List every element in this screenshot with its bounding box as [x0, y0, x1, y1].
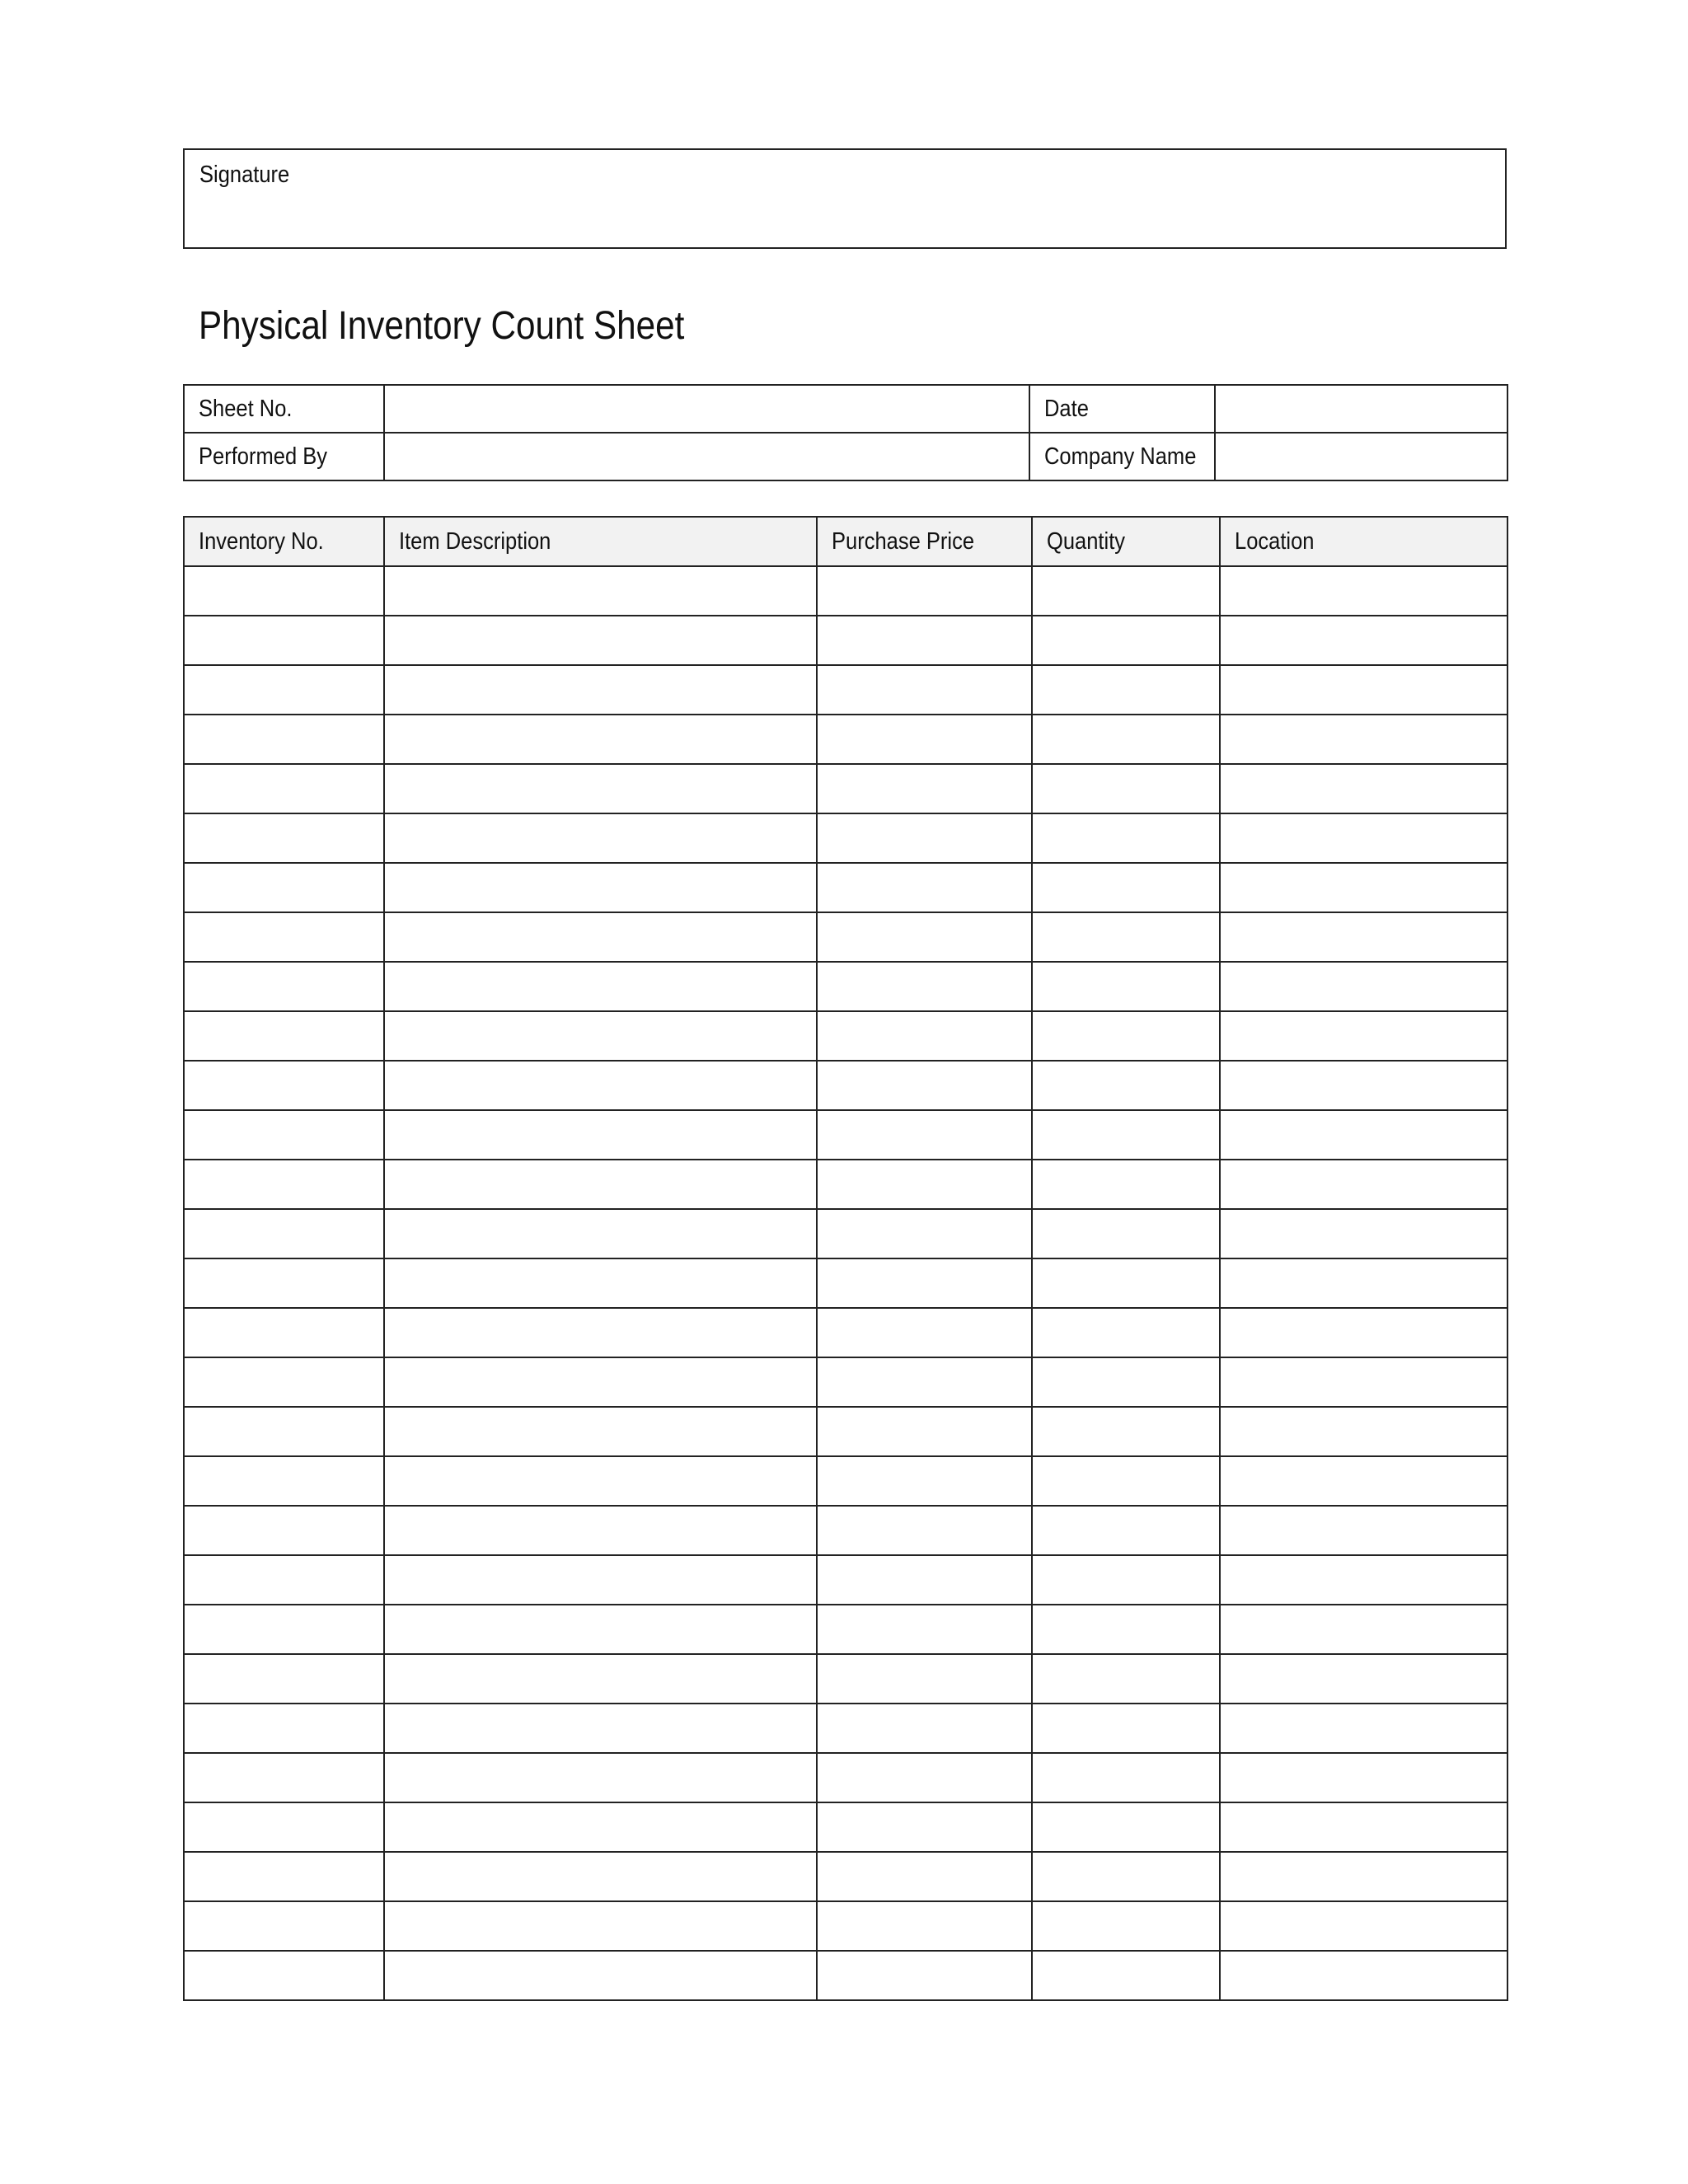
inventory-no-cell[interactable] [184, 1209, 384, 1258]
table-row [184, 616, 1507, 665]
purchase-price-cell[interactable] [817, 665, 1032, 715]
inventory-no-cell[interactable] [184, 1605, 384, 1654]
inventory-no-cell[interactable] [184, 1951, 384, 2000]
table-row [184, 863, 1507, 912]
inventory-no-cell[interactable] [184, 1308, 384, 1357]
item-description-cell[interactable] [384, 1802, 817, 1852]
table-row [184, 1654, 1507, 1704]
purchase-price-cell[interactable] [817, 1061, 1032, 1110]
quantity-cell[interactable] [1032, 616, 1220, 665]
item-description-cell[interactable] [384, 1407, 817, 1456]
location-cell[interactable] [1220, 912, 1507, 962]
purchase-price-cell[interactable] [817, 813, 1032, 863]
table-row [184, 1407, 1507, 1456]
inventory-body [184, 566, 1507, 2000]
table-row [184, 962, 1507, 1011]
sheet-no-field[interactable] [384, 385, 1029, 433]
location-cell[interactable] [1220, 1951, 1507, 2000]
quantity-cell[interactable] [1032, 1506, 1220, 1555]
item-description-cell[interactable] [384, 1456, 817, 1506]
inventory-no-cell[interactable] [184, 1802, 384, 1852]
location-cell[interactable] [1220, 1209, 1507, 1258]
inventory-no-cell[interactable] [184, 715, 384, 764]
date-field[interactable] [1215, 385, 1507, 433]
item-description-cell[interactable] [384, 1852, 817, 1901]
item-description-cell[interactable] [384, 813, 817, 863]
inventory-no-cell[interactable] [184, 566, 384, 616]
table-row [184, 715, 1507, 764]
inventory-no-cell[interactable] [184, 1753, 384, 1802]
item-description-cell[interactable] [384, 1357, 817, 1407]
inventory-no-cell[interactable] [184, 962, 384, 1011]
table-row [184, 1753, 1507, 1802]
purchase-price-cell[interactable] [817, 1506, 1032, 1555]
location-cell[interactable] [1220, 1407, 1507, 1456]
purchase-price-cell[interactable] [817, 863, 1032, 912]
inventory-no-cell[interactable] [184, 764, 384, 813]
location-cell[interactable] [1220, 1506, 1507, 1555]
location-cell[interactable] [1220, 1160, 1507, 1209]
location-cell[interactable] [1220, 1110, 1507, 1160]
table-row [184, 1110, 1507, 1160]
location-cell[interactable] [1220, 665, 1507, 715]
quantity-cell[interactable] [1032, 1901, 1220, 1951]
purchase-price-cell[interactable] [817, 1011, 1032, 1061]
column-header-quantity: Quantity [1032, 517, 1220, 566]
page-title: Physical Inventory Count Sheet [199, 304, 685, 348]
quantity-cell[interactable] [1032, 1951, 1220, 2000]
item-description-cell[interactable] [384, 962, 817, 1011]
quantity-cell[interactable] [1032, 1802, 1220, 1852]
inventory-no-cell[interactable] [184, 665, 384, 715]
inventory-no-cell[interactable] [184, 1555, 384, 1605]
purchase-price-cell[interactable] [817, 1407, 1032, 1456]
purchase-price-cell[interactable] [817, 1160, 1032, 1209]
location-cell[interactable] [1220, 764, 1507, 813]
location-cell[interactable] [1220, 616, 1507, 665]
purchase-price-cell[interactable] [817, 1802, 1032, 1852]
table-row [184, 1852, 1507, 1901]
purchase-price-cell[interactable] [817, 1704, 1032, 1753]
quantity-cell[interactable] [1032, 1753, 1220, 1802]
location-cell[interactable] [1220, 1753, 1507, 1802]
purchase-price-cell[interactable] [817, 1753, 1032, 1802]
table-row [184, 1555, 1507, 1605]
sheet-info-table [183, 384, 1508, 481]
table-row [184, 1357, 1507, 1407]
item-description-cell[interactable] [384, 1506, 817, 1555]
quantity-cell[interactable] [1032, 1209, 1220, 1258]
quantity-cell[interactable] [1032, 1110, 1220, 1160]
item-description-cell[interactable] [384, 665, 817, 715]
inventory-no-cell[interactable] [184, 1357, 384, 1407]
table-row [184, 1456, 1507, 1506]
table-row [184, 566, 1507, 616]
purchase-price-cell[interactable] [817, 1209, 1032, 1258]
sheet-no-label: Sheet No. [199, 395, 293, 422]
item-description-cell[interactable] [384, 1209, 817, 1258]
table-row [184, 1308, 1507, 1357]
quantity-cell[interactable] [1032, 863, 1220, 912]
item-description-cell[interactable] [384, 1951, 817, 2000]
quantity-cell[interactable] [1032, 715, 1220, 764]
location-cell[interactable] [1220, 813, 1507, 863]
table-row [184, 1160, 1507, 1209]
table-row [184, 665, 1507, 715]
quantity-cell[interactable] [1032, 1456, 1220, 1506]
quantity-cell[interactable] [1032, 1357, 1220, 1407]
quantity-cell[interactable] [1032, 1011, 1220, 1061]
table-row [184, 1011, 1507, 1061]
quantity-cell[interactable] [1032, 813, 1220, 863]
item-description-cell[interactable] [384, 1061, 817, 1110]
item-description-cell[interactable] [384, 1753, 817, 1802]
item-description-cell[interactable] [384, 863, 817, 912]
item-description-cell[interactable] [384, 764, 817, 813]
item-description-cell[interactable] [384, 1704, 817, 1753]
inventory-no-cell[interactable] [184, 1407, 384, 1456]
location-cell[interactable] [1220, 1704, 1507, 1753]
table-row [184, 1605, 1507, 1654]
quantity-cell[interactable] [1032, 1654, 1220, 1704]
location-cell[interactable] [1220, 1555, 1507, 1605]
location-cell[interactable] [1220, 566, 1507, 616]
date-label-cell [1029, 385, 1215, 433]
purchase-price-cell[interactable] [817, 1901, 1032, 1951]
location-cell[interactable] [1220, 1852, 1507, 1901]
purchase-price-cell[interactable] [817, 1308, 1032, 1357]
item-description-cell[interactable] [384, 566, 817, 616]
purchase-price-cell[interactable] [817, 1110, 1032, 1160]
inventory-no-cell[interactable] [184, 1654, 384, 1704]
inventory-header-row [184, 517, 1507, 566]
location-cell[interactable] [1220, 1308, 1507, 1357]
inventory-no-cell[interactable] [184, 1061, 384, 1110]
inventory-no-cell[interactable] [184, 1160, 384, 1209]
location-cell[interactable] [1220, 1061, 1507, 1110]
column-header-inventory-no: Inventory No. [184, 517, 384, 566]
quantity-cell[interactable] [1032, 962, 1220, 1011]
signature-box[interactable] [183, 148, 1507, 249]
sheet-no-label-cell [184, 385, 384, 433]
table-row [184, 912, 1507, 962]
item-description-cell[interactable] [384, 1258, 817, 1308]
quantity-cell[interactable] [1032, 764, 1220, 813]
inventory-no-cell[interactable] [184, 863, 384, 912]
table-row [184, 1704, 1507, 1753]
quantity-cell[interactable] [1032, 912, 1220, 962]
inventory-no-cell[interactable] [184, 1704, 384, 1753]
quantity-cell[interactable] [1032, 566, 1220, 616]
date-label: Date [1044, 395, 1089, 422]
purchase-price-cell[interactable] [817, 1555, 1032, 1605]
inventory-no-cell[interactable] [184, 912, 384, 962]
sheet-info-row [184, 433, 1507, 480]
purchase-price-cell[interactable] [817, 566, 1032, 616]
table-row [184, 1258, 1507, 1308]
quantity-cell[interactable] [1032, 1704, 1220, 1753]
purchase-price-cell[interactable] [817, 912, 1032, 962]
quantity-cell[interactable] [1032, 1407, 1220, 1456]
purchase-price-cell[interactable] [817, 715, 1032, 764]
inventory-no-cell[interactable] [184, 1506, 384, 1555]
item-description-cell[interactable] [384, 1110, 817, 1160]
item-description-cell[interactable] [384, 1308, 817, 1357]
location-cell[interactable] [1220, 863, 1507, 912]
purchase-price-cell[interactable] [817, 764, 1032, 813]
location-cell[interactable] [1220, 962, 1507, 1011]
table-row [184, 1951, 1507, 2000]
inventory-no-cell[interactable] [184, 1901, 384, 1951]
performed-by-label: Performed By [199, 443, 328, 470]
table-row [184, 1506, 1507, 1555]
inventory-no-cell[interactable] [184, 1456, 384, 1506]
quantity-cell[interactable] [1032, 665, 1220, 715]
inventory-no-cell[interactable] [184, 1852, 384, 1901]
item-description-cell[interactable] [384, 1901, 817, 1951]
item-description-cell[interactable] [384, 715, 817, 764]
location-cell[interactable] [1220, 1654, 1507, 1704]
table-row [184, 1209, 1507, 1258]
table-row [184, 1802, 1507, 1852]
quantity-cell[interactable] [1032, 1555, 1220, 1605]
item-description-cell[interactable] [384, 912, 817, 962]
item-description-cell[interactable] [384, 616, 817, 665]
location-cell[interactable] [1220, 1456, 1507, 1506]
quantity-cell[interactable] [1032, 1308, 1220, 1357]
inventory-no-cell[interactable] [184, 616, 384, 665]
purchase-price-cell[interactable] [817, 1258, 1032, 1308]
quantity-cell[interactable] [1032, 1061, 1220, 1110]
location-cell[interactable] [1220, 1258, 1507, 1308]
location-cell[interactable] [1220, 1605, 1507, 1654]
quantity-cell[interactable] [1032, 1160, 1220, 1209]
inventory-no-cell[interactable] [184, 813, 384, 863]
performed-by-label-cell [184, 433, 384, 480]
purchase-price-cell[interactable] [817, 1852, 1032, 1901]
table-row [184, 1901, 1507, 1951]
performed-by-field[interactable] [384, 433, 1029, 480]
column-header-location: Location [1220, 517, 1507, 566]
location-cell[interactable] [1220, 715, 1507, 764]
table-row [184, 813, 1507, 863]
location-cell[interactable] [1220, 1357, 1507, 1407]
purchase-price-cell[interactable] [817, 1456, 1032, 1506]
location-cell[interactable] [1220, 1901, 1507, 1951]
location-cell[interactable] [1220, 1802, 1507, 1852]
purchase-price-cell[interactable] [817, 1357, 1032, 1407]
item-description-cell[interactable] [384, 1654, 817, 1704]
location-cell[interactable] [1220, 1011, 1507, 1061]
column-header-item-description: Item Description [384, 517, 817, 566]
purchase-price-cell[interactable] [817, 1605, 1032, 1654]
sheet-info-row [184, 385, 1507, 433]
item-description-cell[interactable] [384, 1160, 817, 1209]
inventory-no-cell[interactable] [184, 1011, 384, 1061]
item-description-cell[interactable] [384, 1011, 817, 1061]
item-description-cell[interactable] [384, 1605, 817, 1654]
quantity-cell[interactable] [1032, 1258, 1220, 1308]
table-row [184, 1061, 1507, 1110]
inventory-table [183, 516, 1508, 2001]
company-name-label-cell [1029, 433, 1215, 480]
quantity-cell[interactable] [1032, 1852, 1220, 1901]
company-name-label: Company Name [1044, 443, 1197, 470]
purchase-price-cell[interactable] [817, 1654, 1032, 1704]
inventory-no-cell[interactable] [184, 1258, 384, 1308]
purchase-price-cell[interactable] [817, 962, 1032, 1011]
purchase-price-cell[interactable] [817, 1951, 1032, 2000]
table-row [184, 764, 1507, 813]
item-description-cell[interactable] [384, 1555, 817, 1605]
column-header-purchase-price: Purchase Price [817, 517, 1032, 566]
signature-label: Signature [199, 162, 290, 188]
inventory-no-cell[interactable] [184, 1110, 384, 1160]
quantity-cell[interactable] [1032, 1605, 1220, 1654]
company-name-field[interactable] [1215, 433, 1507, 480]
purchase-price-cell[interactable] [817, 616, 1032, 665]
